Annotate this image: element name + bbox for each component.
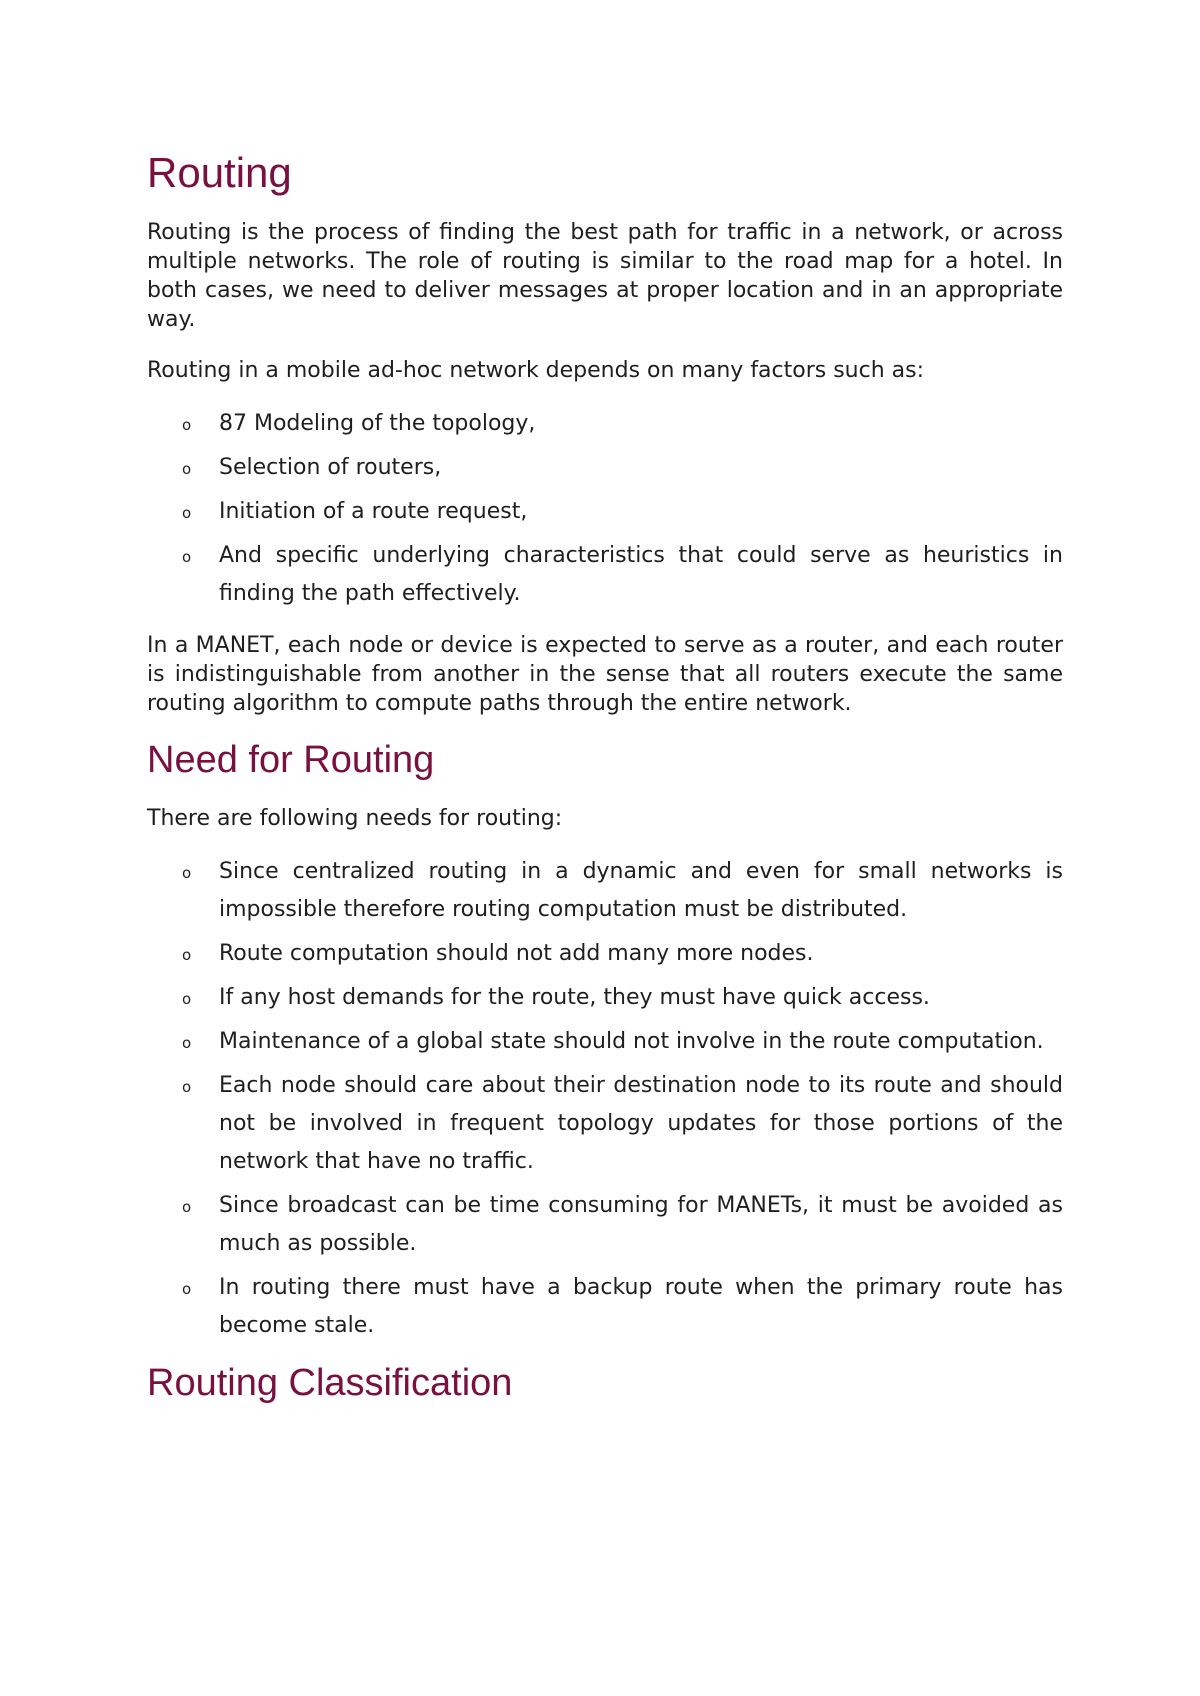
bullet-icon: o xyxy=(182,460,192,479)
heading-need-for-routing: Need for Routing xyxy=(147,739,435,782)
list-item: o If any host demands for the route, they must have quick access. xyxy=(147,979,1063,1017)
list-item: o 87 Modeling of the topology, xyxy=(147,405,1063,443)
bullet-icon: o xyxy=(182,863,192,882)
list-item: o And specific underlying characteristics that could serve as heuristics in finding the path effectively. xyxy=(147,537,1063,613)
manet-paragraph: In a MANET, each node or device is expected to serve as a router, and each router is indistinguishable from another in the sense that all routers execute the same routing algorithm to compute paths through the entire network. xyxy=(147,633,1063,717)
bullet-icon: o xyxy=(182,945,192,964)
routing-needs-list xyxy=(147,853,1063,1345)
bullet-icon: o xyxy=(182,1197,192,1216)
list-item: o Route computation should not add many more nodes. xyxy=(147,935,1063,973)
bullet-icon: o xyxy=(182,504,192,523)
heading-routing: Routing xyxy=(147,149,292,196)
bullet-icon: o xyxy=(182,548,192,567)
heading-routing-classification: Routing Classification xyxy=(147,1361,513,1404)
document-page xyxy=(147,150,1063,1427)
routing-factors-list xyxy=(147,405,1063,613)
bullet-icon: o xyxy=(182,1033,192,1052)
list-item: o Each node should care about their destination node to its route and should not be involved in frequent topology updates for those portions of the network that have no traffic. xyxy=(147,1067,1063,1181)
needs-lead: There are following needs for routing: xyxy=(147,805,563,831)
list-item: o Since broadcast can be time consuming for MANETs, it must be avoided as much as possible. xyxy=(147,1187,1063,1263)
list-item: o In routing there must have a backup route when the primary route has become stale. xyxy=(147,1269,1063,1345)
routing-intro-paragraph: Routing is the process of finding the best path for traffic in a network, or across multiple networks. The role of routing is similar to the road map for a hotel. In both cases, we need to deliver messages at proper location and in an appropriate way. xyxy=(147,220,1063,333)
list-item: o Selection of routers, xyxy=(147,449,1063,487)
list-item: o Initiation of a route request, xyxy=(147,493,1063,531)
bullet-icon: o xyxy=(182,416,192,435)
bullet-icon: o xyxy=(182,1279,192,1298)
list-item: o Since centralized routing in a dynamic and even for small networks is impossible therefore routing computation must be distributed. xyxy=(147,853,1063,929)
bullet-icon: o xyxy=(182,989,192,1008)
bullet-icon: o xyxy=(182,1077,192,1096)
routing-factors-lead: Routing in a mobile ad-hoc network depends on many factors such as: xyxy=(147,358,925,384)
list-item: o Maintenance of a global state should not involve in the route computation. xyxy=(147,1023,1063,1061)
